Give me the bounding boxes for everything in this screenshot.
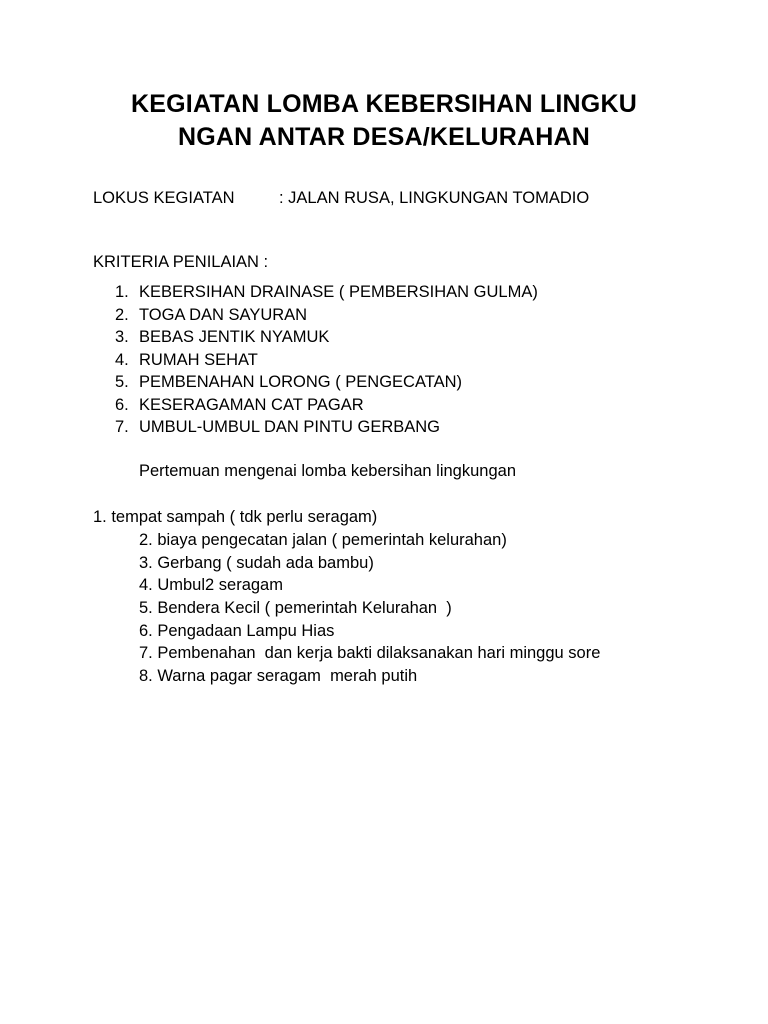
criteria-list [115, 281, 538, 439]
note-item: 3. Gerbang ( sudah ada bambu) [139, 553, 374, 572]
meeting-heading: Pertemuan mengenai lomba kebersihan lingkungan [139, 462, 516, 480]
lokus-value: : JALAN RUSA, LINGKUNGAN TOMADIO [279, 189, 590, 207]
lokus-label: LOKUS KEGIATAN [93, 189, 235, 207]
criteria-item [115, 281, 538, 304]
note-item: 5. Bendera Kecil ( pemerintah Kelurahan ) [139, 599, 452, 618]
criteria-text: TOGA DAN SAYURAN [139, 305, 308, 324]
criteria-number: 6. [115, 395, 129, 414]
criteria-text: KEBERSIHAN DRAINASE ( PEMBERSIHAN GULMA) [139, 283, 538, 301]
note-item: 4. Umbul2 seragam [139, 576, 283, 595]
criteria-number: 5. [115, 373, 129, 391]
criteria-number: 3. [115, 328, 129, 346]
criteria-item [115, 304, 538, 327]
note-item: 8. Warna pagar seragam merah putih [139, 667, 418, 686]
note-item: 7. Pembenahan dan kerja bakti dilaksanakan hari minggu sore [139, 644, 601, 663]
criteria-text: KESERAGAMAN CAT PAGAR [139, 395, 364, 414]
kriteria-heading: KRITERIA PENILAIAN : [93, 253, 269, 271]
criteria-number: 1. [115, 283, 129, 301]
criteria-text: RUMAH SEHAT [139, 350, 258, 369]
notes-list [139, 529, 600, 688]
criteria-text: BEBAS JENTIK NYAMUK [139, 328, 330, 346]
criteria-item [115, 349, 538, 372]
criteria-text: UMBUL-UMBUL DAN PINTU GERBANG [139, 418, 441, 436]
note-item-first: 1. tempat sampah ( tdk perlu seragam) [93, 508, 378, 526]
criteria-text: PEMBENAHAN LORONG ( PENGECATAN) [139, 373, 463, 391]
note-item: 2. biaya pengecatan jalan ( pemerintah kelurahan) [139, 531, 507, 549]
title-line-1: KEGIATAN LOMBA KEBERSIHAN LINGKU [131, 90, 637, 118]
criteria-number: 4. [115, 350, 129, 369]
criteria-item [115, 394, 538, 417]
criteria-item [115, 416, 538, 439]
criteria-item [115, 326, 538, 349]
document-title [60, 88, 708, 154]
criteria-number: 7. [115, 418, 129, 436]
criteria-item [115, 371, 538, 394]
title-line-2: NGAN ANTAR DESA/KELURAHAN [178, 123, 590, 151]
note-item: 6. Pengadaan Lampu Hias [139, 621, 335, 640]
criteria-number: 2. [115, 305, 129, 324]
